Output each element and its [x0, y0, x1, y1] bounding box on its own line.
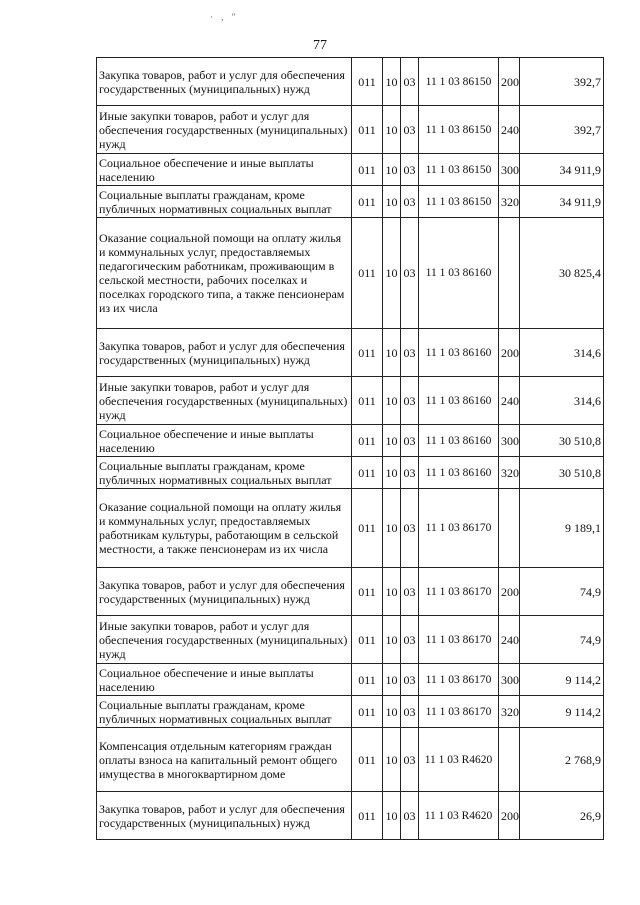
expense-kind-cell: 320 — [499, 186, 520, 218]
subsection-code-cell: 03 — [401, 728, 419, 792]
target-code-cell: 11 1 03 R4620 — [419, 792, 499, 840]
amount-cell: 9 114,2 — [520, 664, 604, 696]
ministry-code-cell: 011 — [352, 616, 383, 664]
table-row — [97, 728, 604, 792]
expense-kind-cell: 300 — [499, 664, 520, 696]
subsection-code-cell: 03 — [401, 329, 419, 377]
row-name-cell: Иные закупки товаров, работ и услуг для обеспечения государственных (муниципальных) нужд — [97, 377, 352, 425]
row-name-cell: Оказание социальной помощи на оплату жилья и коммунальных услуг, предоставляемых педагогическим работникам, проживающим в сельской местности, рабочих поселках и поселках городского типа, а также пенсионерам из их числа — [97, 218, 352, 329]
target-code-cell: 11 1 03 86170 — [419, 616, 499, 664]
ministry-code-cell: 011 — [352, 696, 383, 728]
table-row — [97, 218, 604, 329]
subsection-code-cell: 03 — [401, 696, 419, 728]
expense-kind-cell: 320 — [499, 457, 520, 489]
ministry-code-cell: 011 — [352, 664, 383, 696]
section-code-cell: 10 — [383, 457, 401, 489]
subsection-code-cell: 03 — [401, 58, 419, 106]
amount-cell: 314,6 — [520, 377, 604, 425]
table-row — [97, 58, 604, 106]
target-code-cell: 11 1 03 86160 — [419, 457, 499, 489]
subsection-code-cell: 03 — [401, 792, 419, 840]
ministry-code-cell: 011 — [352, 377, 383, 425]
row-name-cell: Иные закупки товаров, работ и услуг для обеспечения государственных (муниципальных) нужд — [97, 106, 352, 154]
expense-kind-cell — [499, 728, 520, 792]
section-code-cell: 10 — [383, 377, 401, 425]
row-name-cell: Социальные выплаты гражданам, кроме публичных нормативных социальных выплат — [97, 696, 352, 728]
section-code-cell: 10 — [383, 329, 401, 377]
ministry-code-cell: 011 — [352, 329, 383, 377]
table-row — [97, 696, 604, 728]
row-name-cell: Иные закупки товаров, работ и услуг для обеспечения государственных (муниципальных) нужд — [97, 616, 352, 664]
section-code-cell: 10 — [383, 792, 401, 840]
amount-cell: 314,6 — [520, 329, 604, 377]
ministry-code-cell: 011 — [352, 106, 383, 154]
amount-cell: 34 911,9 — [520, 154, 604, 186]
subsection-code-cell: 03 — [401, 186, 419, 218]
ministry-code-cell: 011 — [352, 728, 383, 792]
section-code-cell: 10 — [383, 154, 401, 186]
amount-cell: 9 114,2 — [520, 696, 604, 728]
table-row — [97, 792, 604, 840]
section-code-cell: 10 — [383, 218, 401, 329]
target-code-cell: 11 1 03 86150 — [419, 58, 499, 106]
amount-cell: 392,7 — [520, 106, 604, 154]
table-body — [97, 58, 604, 840]
target-code-cell: 11 1 03 86170 — [419, 568, 499, 616]
target-code-cell: 11 1 03 86170 — [419, 489, 499, 568]
table-row — [97, 106, 604, 154]
scan-mark: · , ″ — [210, 12, 239, 22]
subsection-code-cell: 03 — [401, 106, 419, 154]
page-number: 77 — [313, 38, 327, 53]
ministry-code-cell: 011 — [352, 154, 383, 186]
subsection-code-cell: 03 — [401, 218, 419, 329]
table-row — [97, 425, 604, 457]
table-row — [97, 489, 604, 568]
row-name-cell: Социальное обеспечение и иные выплаты населению — [97, 664, 352, 696]
ministry-code-cell: 011 — [352, 218, 383, 329]
subsection-code-cell: 03 — [401, 616, 419, 664]
target-code-cell: 11 1 03 86170 — [419, 696, 499, 728]
expense-kind-cell: 200 — [499, 568, 520, 616]
section-code-cell: 10 — [383, 696, 401, 728]
ministry-code-cell: 011 — [352, 425, 383, 457]
table-row — [97, 457, 604, 489]
section-code-cell: 10 — [383, 616, 401, 664]
budget-table — [96, 57, 604, 840]
expense-kind-cell — [499, 218, 520, 329]
target-code-cell: 11 1 03 86160 — [419, 218, 499, 329]
row-name-cell: Социальное обеспечение и иные выплаты населению — [97, 425, 352, 457]
table-row — [97, 377, 604, 425]
target-code-cell: 11 1 03 86160 — [419, 329, 499, 377]
ministry-code-cell: 011 — [352, 489, 383, 568]
row-name-cell: Закупка товаров, работ и услуг для обеспечения государственных (муниципальных) нужд — [97, 792, 352, 840]
expense-kind-cell — [499, 489, 520, 568]
subsection-code-cell: 03 — [401, 489, 419, 568]
expense-kind-cell: 240 — [499, 106, 520, 154]
row-name-cell: Закупка товаров, работ и услуг для обеспечения государственных (муниципальных) нужд — [97, 568, 352, 616]
section-code-cell: 10 — [383, 664, 401, 696]
ministry-code-cell: 011 — [352, 58, 383, 106]
ministry-code-cell: 011 — [352, 792, 383, 840]
section-code-cell: 10 — [383, 568, 401, 616]
section-code-cell: 10 — [383, 489, 401, 568]
row-name-cell: Закупка товаров, работ и услуг для обеспечения государственных (муниципальных) нужд — [97, 329, 352, 377]
amount-cell: 34 911,9 — [520, 186, 604, 218]
subsection-code-cell: 03 — [401, 377, 419, 425]
target-code-cell: 11 1 03 86150 — [419, 106, 499, 154]
amount-cell: 74,9 — [520, 568, 604, 616]
subsection-code-cell: 03 — [401, 568, 419, 616]
amount-cell: 74,9 — [520, 616, 604, 664]
expense-kind-cell: 300 — [499, 154, 520, 186]
table-row — [97, 186, 604, 218]
row-name-cell: Социальное обеспечение и иные выплаты населению — [97, 154, 352, 186]
section-code-cell: 10 — [383, 425, 401, 457]
amount-cell: 2 768,9 — [520, 728, 604, 792]
subsection-code-cell: 03 — [401, 425, 419, 457]
section-code-cell: 10 — [383, 106, 401, 154]
target-code-cell: 11 1 03 86160 — [419, 425, 499, 457]
row-name-cell: Оказание социальной помощи на оплату жилья и коммунальных услуг, предоставляемых работникам культуры, работающим в сельской местности, а также пенсионерам из их числа — [97, 489, 352, 568]
target-code-cell: 11 1 03 R4620 — [419, 728, 499, 792]
expense-kind-cell: 200 — [499, 58, 520, 106]
expense-kind-cell: 300 — [499, 425, 520, 457]
expense-kind-cell: 240 — [499, 377, 520, 425]
section-code-cell: 10 — [383, 186, 401, 218]
table-row — [97, 664, 604, 696]
target-code-cell: 11 1 03 86150 — [419, 186, 499, 218]
section-code-cell: 10 — [383, 728, 401, 792]
ministry-code-cell: 011 — [352, 457, 383, 489]
amount-cell: 30 510,8 — [520, 425, 604, 457]
amount-cell: 30 825,4 — [520, 218, 604, 329]
table-row — [97, 568, 604, 616]
target-code-cell: 11 1 03 86160 — [419, 377, 499, 425]
subsection-code-cell: 03 — [401, 154, 419, 186]
expense-kind-cell: 200 — [499, 329, 520, 377]
expense-kind-cell: 240 — [499, 616, 520, 664]
ministry-code-cell: 011 — [352, 568, 383, 616]
subsection-code-cell: 03 — [401, 457, 419, 489]
target-code-cell: 11 1 03 86170 — [419, 664, 499, 696]
amount-cell: 30 510,8 — [520, 457, 604, 489]
subsection-code-cell: 03 — [401, 664, 419, 696]
section-code-cell: 10 — [383, 58, 401, 106]
target-code-cell: 11 1 03 86150 — [419, 154, 499, 186]
table-row — [97, 616, 604, 664]
ministry-code-cell: 011 — [352, 186, 383, 218]
row-name-cell: Компенсация отдельным категориям граждан оплаты взноса на капитальный ремонт общего имущества в многоквартирном доме — [97, 728, 352, 792]
table-row — [97, 154, 604, 186]
amount-cell: 26,9 — [520, 792, 604, 840]
expense-kind-cell: 200 — [499, 792, 520, 840]
table-row — [97, 329, 604, 377]
row-name-cell: Закупка товаров, работ и услуг для обеспечения государственных (муниципальных) нужд — [97, 58, 352, 106]
row-name-cell: Социальные выплаты гражданам, кроме публичных нормативных социальных выплат — [97, 457, 352, 489]
expense-kind-cell: 320 — [499, 696, 520, 728]
amount-cell: 9 189,1 — [520, 489, 604, 568]
amount-cell: 392,7 — [520, 58, 604, 106]
row-name-cell: Социальные выплаты гражданам, кроме публичных нормативных социальных выплат — [97, 186, 352, 218]
